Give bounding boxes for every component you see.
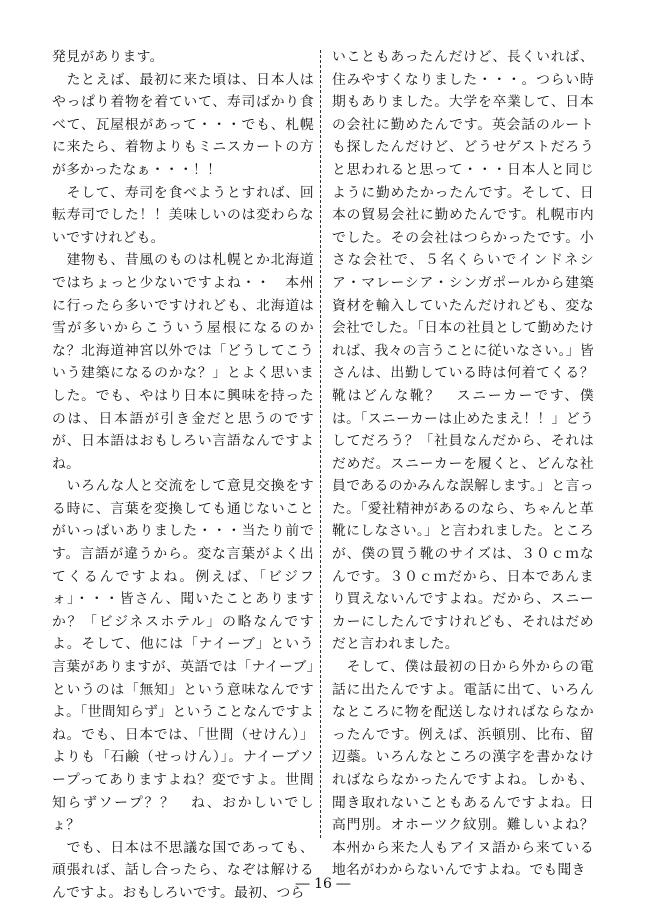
- paragraph: いろんな人と交流をして意見交換をする時に、言葉を変換しても通じないことがいっぱいありました・・・当たり前です。言語が違うから。変な言葉がよく出てくるんですよね。例えば、「ビジフォ」・・・皆さん、聞いたことありますか？「ビジネスホテル」の略なんですよ。そして、他には「ナイーブ」という言葉がありますが、英語では「ナイーブ」というのは「無知」という意味なんですよ。「世間知らず」ということなんですよね。でも、日本では、「世間（せけん）」よりも「石鹸（せっけん）」。ナイーブソープってありますよね？変ですよ。世間知らずソープ？？ ね、おかしいでしょ？: [52, 478, 314, 834]
- paragraph: たとえば、最初に来た頃は、日本人はやっぱり着物を着ていて、寿司ばかり食べて、瓦屋根があって・・・でも、札幌に来たら、着物よりもミニスカートの方が多かったなぁ・・・！！: [52, 71, 314, 178]
- paragraph: でも、日本は不思議な国であっても、頑張れば、話し合ったら、なぞは解けるんですよ。おもしろいです。最初、つら: [52, 839, 314, 901]
- left-column: [52, 46, 314, 905]
- paragraph: そして、僕は最初の日から外からの電話に出たんですよ。電話に出て、いろんなところに物を配送しなければならなかったんです。例えば、浜頓別、比布、留辺蘂。いろんなところの漢字を書かなければならなかったんですよね。しかも、聞き取れないこともあるんですよね。日高門別。オホーツク紋別。難しいよね？本州から来た人もアイヌ語から来ている地名がわからないんですよね。でも聞き: [332, 659, 594, 879]
- column-divider: [320, 50, 321, 838]
- right-column: [332, 46, 594, 882]
- paragraph: 発見があります。: [52, 49, 164, 65]
- paragraph: いこともあったんだけど、長くいれば、住みやすくなりました・・・。つらい時期もありました。大学を卒業して、日本の会社に勤めたんです。英会話のルートも探したんだけど、どうせゲストだろうと思われると思って・・・日本人と同じように勤めたかったんです。そして、日本の貿易会社に勤めたんです。札幌市内でした。その会社はつらかったです。小さな会社で、５名くらいでインドネシア・マレーシア・シンガポールから建築資材を輸入していたんだけれども、変な会社でした。「日本の社員として勤めたければ、我々の言うことに従いなさい。」皆さんは、出勤している時は何着てくる？靴はどんな靴？ スニーカーです、僕は。「スニーカーは止めたまえ！！」どうしてだろう？「社員なんだから、それはだめだ。スニーカーを履くと、どんな社員であるのかみんな誤解します。」と言った。「愛社精神があるのなら、ちゃんと革靴にしなさい。」と言われました。ところが、僕の買う靴のサイズは、３０ｃｍなんです。３０ｃｍだから、日本であんまり買えないんですよね。だから、スニーカーにしたんですけれども、それはだめだと言われました。: [332, 49, 594, 653]
- page-number: ― 16 ―: [295, 876, 351, 892]
- paragraph: 建物も、昔風のものは札幌とか北海道ではちょっと少ないですよね・・ 本州に行ったら多いですけれども、北海道は雪が多いからこういう屋根になるのかな？北海道神宮以外では「どうしてこういう建築になるのかな？」とよく思いました。でも、やはり日本に興味を持ったのは、日本語が引き金だと思うのですが、日本語はおもしろい言語なんですよね。: [52, 252, 314, 472]
- paragraph: そして、寿司を食べようとすれば、回転寿司でした！！美味しいのは変わらないですけれども。: [52, 184, 314, 246]
